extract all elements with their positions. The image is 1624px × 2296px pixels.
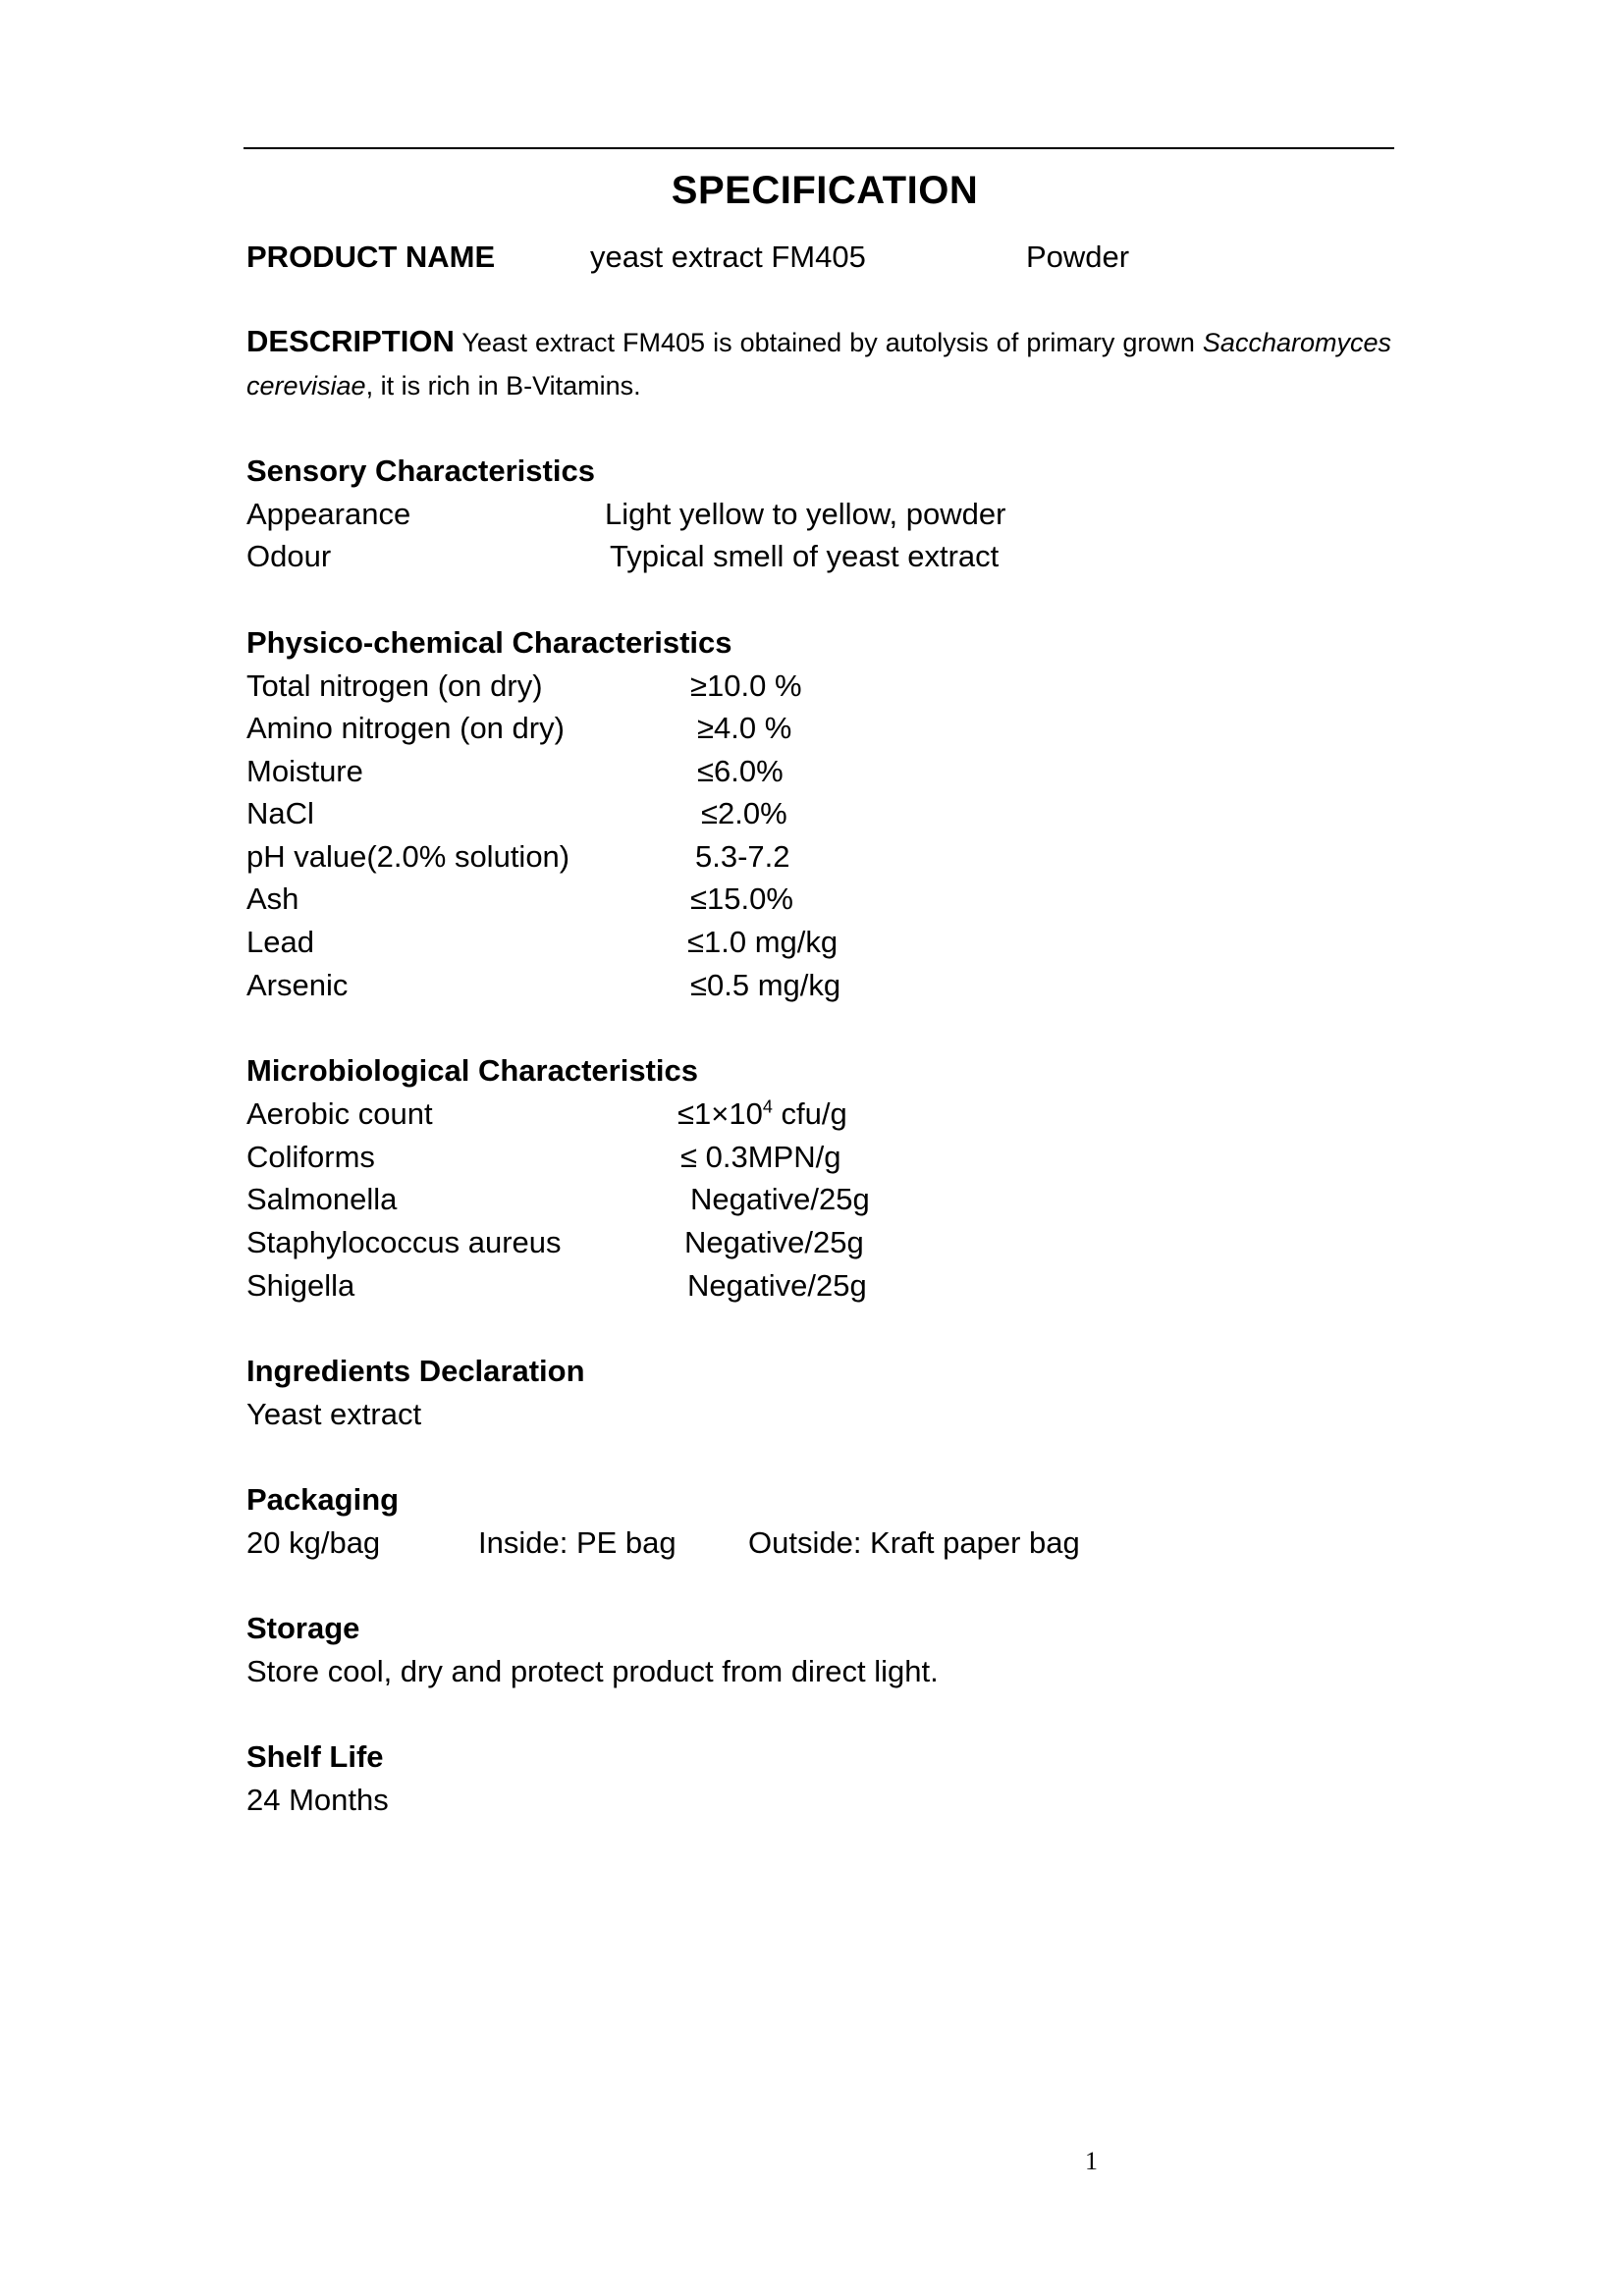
ingredients-text: Yeast extract (246, 1397, 422, 1431)
micro-row-value (677, 1093, 847, 1136)
storage-text: Store cool, dry and protect product from direct light. (246, 1654, 939, 1688)
product-name-value: yeast extract FM405 (590, 240, 866, 274)
sensory-row-value: Light yellow to yellow, powder (605, 497, 1006, 531)
micro-heading: Microbiological Characteristics (246, 1053, 698, 1088)
micro-row-name: Coliforms (246, 1140, 375, 1174)
sensory-heading: Sensory Characteristics (246, 454, 595, 488)
description-text-after: , it is rich in B-Vitamins. (365, 371, 641, 400)
micro-row-value: ≤ 0.3MPN/g (680, 1140, 841, 1174)
physico-row-value: ≥4.0 % (697, 711, 792, 745)
product-name-label: PRODUCT NAME (246, 240, 496, 274)
aerobic-value-base: ≤1×10 (677, 1096, 763, 1131)
physico-row-name: Ash (246, 881, 299, 916)
physico-row-name: pH value(2.0% solution) (246, 839, 570, 874)
micro-row-value: Negative/25g (690, 1182, 870, 1216)
aerobic-value-exponent: 4 (762, 1096, 773, 1117)
packaging-weight: 20 kg/bag (246, 1525, 381, 1560)
physico-row-name: Total nitrogen (on dry) (246, 668, 543, 703)
packaging-outside: Outside: Kraft paper bag (748, 1525, 1080, 1560)
shelf-life-heading: Shelf Life (246, 1739, 384, 1774)
physico-row-value: ≤6.0% (697, 754, 784, 788)
description-label: DESCRIPTION (246, 324, 455, 358)
storage-heading: Storage (246, 1611, 360, 1645)
physico-row-name: Moisture (246, 754, 363, 788)
micro-row-value: Negative/25g (687, 1268, 867, 1303)
physico-row-name: Lead (246, 925, 314, 959)
packaging-inside: Inside: PE bag (478, 1525, 677, 1560)
description-paragraph (246, 320, 1391, 407)
physico-row-value: ≤15.0% (690, 881, 793, 916)
packaging-heading: Packaging (246, 1482, 400, 1517)
physico-row-value: ≥10.0 % (690, 668, 802, 703)
physico-heading: Physico-chemical Characteristics (246, 625, 732, 660)
physico-row-value: ≤2.0% (701, 796, 787, 830)
physico-row-name: Amino nitrogen (on dry) (246, 711, 565, 745)
physico-row-value: ≤0.5 mg/kg (690, 968, 841, 1002)
description-text-before: Yeast extract FM405 is obtained by autolysis of primary grown (454, 328, 1203, 357)
physico-row-name: Arsenic (246, 968, 349, 1002)
sensory-row-name: Appearance (246, 497, 411, 531)
physico-row-value: ≤1.0 mg/kg (687, 925, 839, 959)
physico-row-value: 5.3-7.2 (695, 839, 790, 874)
micro-row-name: Staphylococcus aureus (246, 1225, 562, 1259)
physico-row-name: NaCl (246, 796, 314, 830)
micro-row-name: Aerobic count (246, 1096, 433, 1131)
description-organism: Saccharomyces cerevisiae (246, 328, 1391, 400)
micro-row-name: Shigella (246, 1268, 355, 1303)
product-form: Powder (1026, 240, 1130, 274)
header-rule (244, 147, 1394, 149)
page-number: 1 (1085, 2147, 1098, 2175)
ingredients-heading: Ingredients Declaration (246, 1354, 585, 1388)
shelf-life-text: 24 Months (246, 1783, 389, 1817)
document-title: SPECIFICATION (671, 169, 979, 212)
micro-row-name: Salmonella (246, 1182, 398, 1216)
sensory-row-name: Odour (246, 539, 332, 573)
sensory-row-value: Typical smell of yeast extract (610, 539, 1000, 573)
aerobic-value-unit: cfu/g (772, 1096, 847, 1131)
micro-row-value: Negative/25g (684, 1225, 864, 1259)
